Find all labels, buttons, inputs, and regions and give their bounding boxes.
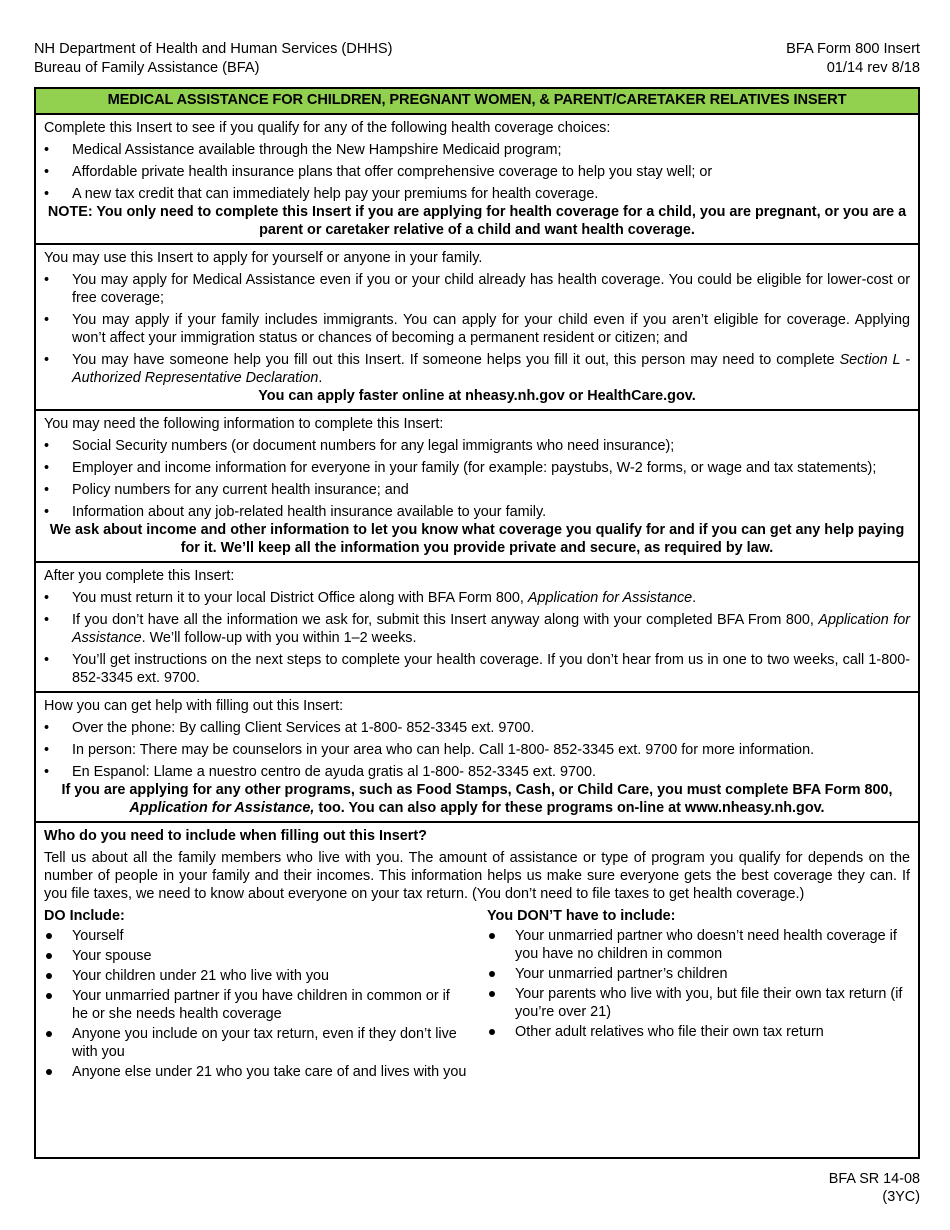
item-text: If you don’t have all the information we ask for, submit this Insert anyway along with your completed BFA From 800, [72,612,819,628]
list-item: Other adult relatives who file their own tax return [487,1023,910,1041]
list-item: • You’ll get instructions on the next steps to complete your health coverage. If you don’t hear from us in one to two weeks, call 1-800-852-3345 ext. 9700. [44,651,910,687]
list-item: Your children under 21 who live with you [44,967,467,985]
list-item: Your parents who live with you, but file their own tax return (if you’re over 21) [487,985,910,1021]
do-include-column [44,907,481,1081]
include-columns [44,907,910,1081]
list-item: • En Espanol: Llame a nuestro centro de ayuda gratis al 1-800- 852-3345 ext. 9700. [44,763,910,781]
list-item: • Medical Assistance available through the New Hampshire Medicaid program; [44,141,910,159]
dont-include-heading: You DON’T have to include: [487,908,676,924]
insert-frame [34,87,920,1159]
note-text-end: too. You can also apply for these programs on-line at www.nheasy.nh.gov. [314,800,825,816]
note-text: NOTE: You only need to complete this Insert if you are applying for health coverage for a child, you are pregnant, or you are a parent or caretaker relative of a child and want health coverage. [47,204,907,238]
section-intro: You may use this Insert to apply for yourself or anyone in your family. [44,250,483,266]
list-item: Yourself [44,927,467,945]
form-title: Application for Assistance [527,590,693,606]
list-item: Anyone you include on your tax return, even if they don’t live with you [44,1025,467,1061]
item-text: You must return it to your local District Office along with BFA Form 800, [72,590,528,606]
agency-header [34,40,393,78]
list-item: Your spouse [44,947,467,965]
list-item [44,351,910,387]
list-item: Your unmarried partner who doesn’t need health coverage if you have no children in common [487,927,910,963]
section-who-can-apply [36,245,918,411]
item-text: You may have someone help you fill out this Insert. If someone helps you fill it out, this person may need to complete [72,352,840,368]
form-revision: 01/14 rev 8/18 [826,60,920,76]
list-item: • Over the phone: By calling Client Services at 1-800- 852-3345 ext. 9700. [44,719,910,737]
list-item: • In person: There may be counselors in your area who can help. Call 1-800- 852-3345 ext. 9700 for more information. [44,741,910,759]
list-item: Your unmarried partner if you have children in common or if he or she needs health coverage [44,987,467,1023]
form-footer [829,1170,920,1206]
who-can-apply-list [44,271,910,387]
section-intro: After you complete this Insert: [44,568,235,584]
form-subcode: (3YC) [882,1189,920,1205]
section-body: Tell us about all the family members who live with you. The amount of assistance or type of program you qualify for depends on the number of people in your family and their incomes. This information helps us make sure everyone gets the best coverage they can. If you file taxes, we need to know about everyone on your tax return. (You don’t need to file taxes to get health coverage.) [44,850,910,902]
note-text: If you are applying for any other programs, such as Food Stamps, Cash, or Child Care, you must complete BFA Form 800, [61,782,893,798]
agency-name: NH Department of Health and Human Services (DHHS) [34,41,393,57]
list-item: • Information about any job-related health insurance available to your family. [44,503,910,521]
list-item: Your unmarried partner’s children [487,965,910,983]
item-text-end: . [692,590,697,606]
section-intro: You may need the following information to complete this Insert: [44,416,444,432]
section-who-to-include [36,823,918,1085]
list-item: • You may apply if your family includes immigrants. You can apply for your child even if you aren’t eligible for coverage. Applying won’t affect your immigration status or chances of becoming a permanent resident or citizen; and [44,311,910,347]
list-item: • You may apply for Medical Assistance even if you or your child already has health coverage. You could be eligible for lower-cost or free coverage; [44,271,910,307]
item-text-end: . [318,370,323,386]
do-include-heading: DO Include: [44,908,125,924]
item-text-end: . We’ll follow-up with you within 1–2 weeks. [141,630,417,646]
section-after-completion [36,563,918,693]
after-completion-list [44,589,910,687]
section-reference: Section L - Authorized Representative Declaration [72,352,911,386]
dont-include-list [487,927,910,1041]
bureau-name: Bureau of Family Assistance (BFA) [34,60,260,76]
apply-online-note: You can apply faster online at nheasy.nh.gov or HealthCare.gov. [258,388,696,404]
privacy-note: We ask about income and other information to let you know what coverage you qualify for and if you can get any help paying for it. We’ll keep all the information you provide private and secure, as required by law. [49,522,905,556]
list-item: Anyone else under 21 who you take care of and lives with you [44,1063,467,1081]
section-intro: Complete this Insert to see if you qualify for any of the following health coverage choices: [44,120,611,136]
do-include-list [44,927,467,1081]
required-info-list [44,437,910,521]
insert-title: MEDICAL ASSISTANCE FOR CHILDREN, PREGNANT WOMEN, & PARENT/CARETAKER RELATIVES INSERT [36,89,918,115]
other-programs-note [44,781,910,817]
section-intro: How you can get help with filling out this Insert: [44,698,344,714]
coverage-choices-list [44,141,910,203]
list-item [44,589,910,607]
section-required-information [36,411,918,563]
form-title: Application for Assistance, [129,800,315,816]
list-item: • Social Security numbers (or document numbers for any legal immigrants who need insurance); [44,437,910,455]
form-number: BFA Form 800 Insert [786,41,920,57]
list-item: • A new tax credit that can immediately help pay your premiums for health coverage. [44,185,910,203]
section-heading: Who do you need to include when filling out this Insert? [44,828,427,844]
list-item: • Policy numbers for any current health insurance; and [44,481,910,499]
list-item: • Affordable private health insurance plans that offer comprehensive coverage to help you stay well; or [44,163,910,181]
dont-include-column [481,907,910,1081]
form-id-header [786,40,920,78]
section-coverage-choices [36,115,918,245]
section-get-help [36,693,918,823]
form-code: BFA SR 14-08 [828,1171,920,1187]
list-item: • Employer and income information for everyone in your family (for example: paystubs, W-2 forms, or wage and tax statements); [44,459,910,477]
form-title: Application for Assistance [72,612,910,646]
get-help-list [44,719,910,781]
list-item [44,611,910,647]
